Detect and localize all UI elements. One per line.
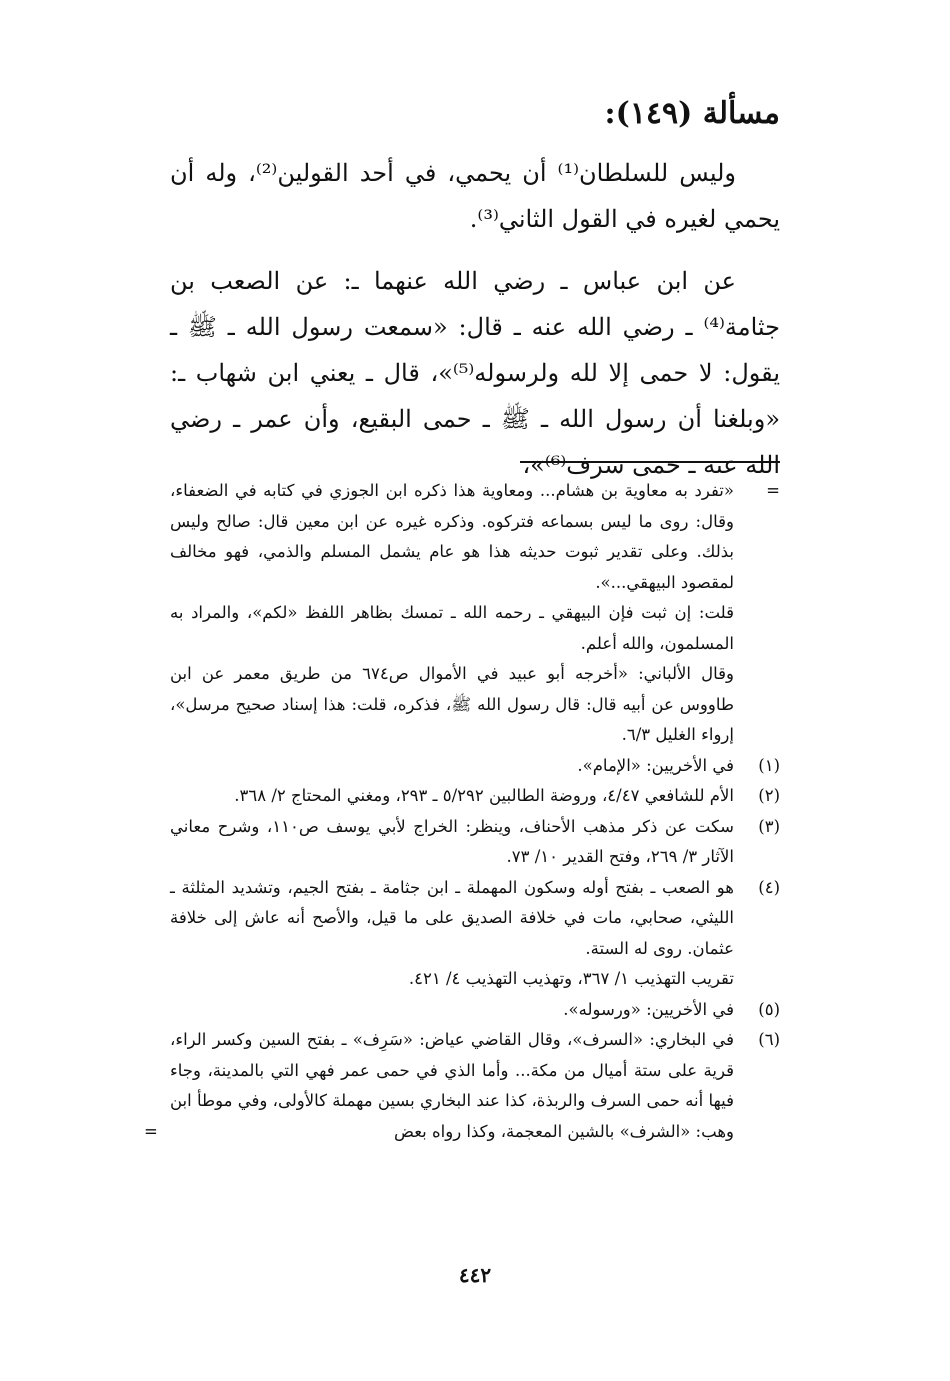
continuation-text: وقال الألباني: «أخرجه أبو عبيد في الأموال ص٦٧٤ من طريق معمر عن ابن طاووس عن أبيه قال: قال رسول الله ﷺ، فذكره، قلت: هذا إسناد صحيح مرسل»، إرواء الغليل ٦/٣. <box>170 664 734 744</box>
footnote-3 <box>170 812 780 873</box>
footnote-text: هو الصعب ـ بفتح أوله وسكون المهملة ـ ابن جثامة ـ بفتح الجيم، وتشديد المثلثة ـ الليثي، صحابي، مات في خلافة الصديق على ما قيل، والأصح أنه عاش إلى خلافة عثمان. روى له الستة. <box>170 877 734 958</box>
continuation-mark: = <box>766 481 780 500</box>
continuation-end-mark: = <box>144 1121 158 1141</box>
page-number: ٤٤٢ <box>458 1263 492 1287</box>
footnote-text: في البخاري: «السرف»، وقال القاضي عياض: «سَرِف» ـ بفتح السين وكسر الراء، قرية على ستة أميال من مكة... وأما الذي في حمى عمر فهي التي بالمدينة، وجاء فيها أنه حمى السرف والربذة، كذا عند البخاري بسين مهملة كالأولى، وفي موطأ ابن وهب: «الشرف» بالشين المعجمة، وكذا رواه بعض <box>170 1030 734 1141</box>
footnote-continuation <box>170 476 780 751</box>
footnote-number: (٣) <box>758 816 780 836</box>
footnote-number: (٦) <box>758 1030 780 1049</box>
footnote-5 <box>170 995 780 1026</box>
footnote-number: (٥) <box>758 999 780 1019</box>
continuation-text: قلت: إن ثبت فإن البيهقي ـ رحمه الله ـ تمسك بظاهر اللفظ «لكم»، والمراد به المسلمون، والله أعلم. <box>170 603 734 653</box>
issue-heading: مسألة (١٤٩): <box>604 96 780 131</box>
footnote-text: تقريب التهذيب ١/ ٣٦٧، وتهذيب التهذيب ٤/ ٤٢١. <box>408 969 734 988</box>
footnote-2 <box>170 781 780 812</box>
footnote-separator <box>520 461 780 463</box>
footnote-number: (١) <box>758 755 780 775</box>
footnote-6 <box>144 1025 780 1147</box>
continuation-text: «تفرد به معاوية بن هشام... ومعاوية هذا ذكره ابن الجوزي في كتابه في الضعفاء، وقال: روى ما ليس بسماعه فتركوه. وذكره غيره عن ابن معين قال: صالح وليس بذلك. وعلى تقدير ثبوت حديثه هذا هو عام يشمل المسلم والذمي، فهو مخالف لمقصود البيهقي...». <box>170 481 734 592</box>
footnote-text: سكت عن ذكر مذهب الأحناف، وينظر: الخراج لأبي يوسف ص١١٠، وشرح معاني الآثار ٣/ ٢٦٩، وفتح القدير ١٠/ ٧٣. <box>170 816 734 866</box>
footnote-4 <box>170 873 780 995</box>
footnote-1 <box>170 751 780 782</box>
footnote-text: في الأخريين: «الإمام». <box>577 755 734 775</box>
footnote-number: (٤) <box>758 877 780 897</box>
footnote-number: (٢) <box>758 786 780 805</box>
footnote-text: في الأخريين: «ورسوله». <box>563 999 734 1019</box>
main-text-paragraph-2 <box>170 258 780 488</box>
paragraph-text: عن ابن عباس ـ رضي الله عنهما ـ: عن الصعب بن جثامة⁽⁴⁾ ـ رضي الله عنه ـ قال: «سمعت رسول الله ـ ﷺ ـ يقول: لا حمى إلا لله ولرسوله⁽⁵⁾»، قال ـ يعني ابن شهاب ـ: «وبلغنا أن رسول الله ـ ﷺ ـ حمى البقيع، وأن عمر ـ رضي الله عنه ـ حمى سرف⁽⁶⁾»، <box>170 267 780 479</box>
main-text-paragraph-1 <box>170 150 780 242</box>
paragraph-text: وليس للسلطان⁽¹⁾ أن يحمي، في أحد القولين⁽²⁾، وله أن يحمي لغيره في القول الثاني⁽³⁾. <box>170 159 780 233</box>
footnotes <box>144 476 780 1147</box>
footnote-text: الأم للشافعي ٤/٤٧، وروضة الطالبين ٥/٢٩٢ ـ ٢٩٣، ومغني المحتاج ٢/ ٣٦٨. <box>234 786 734 805</box>
